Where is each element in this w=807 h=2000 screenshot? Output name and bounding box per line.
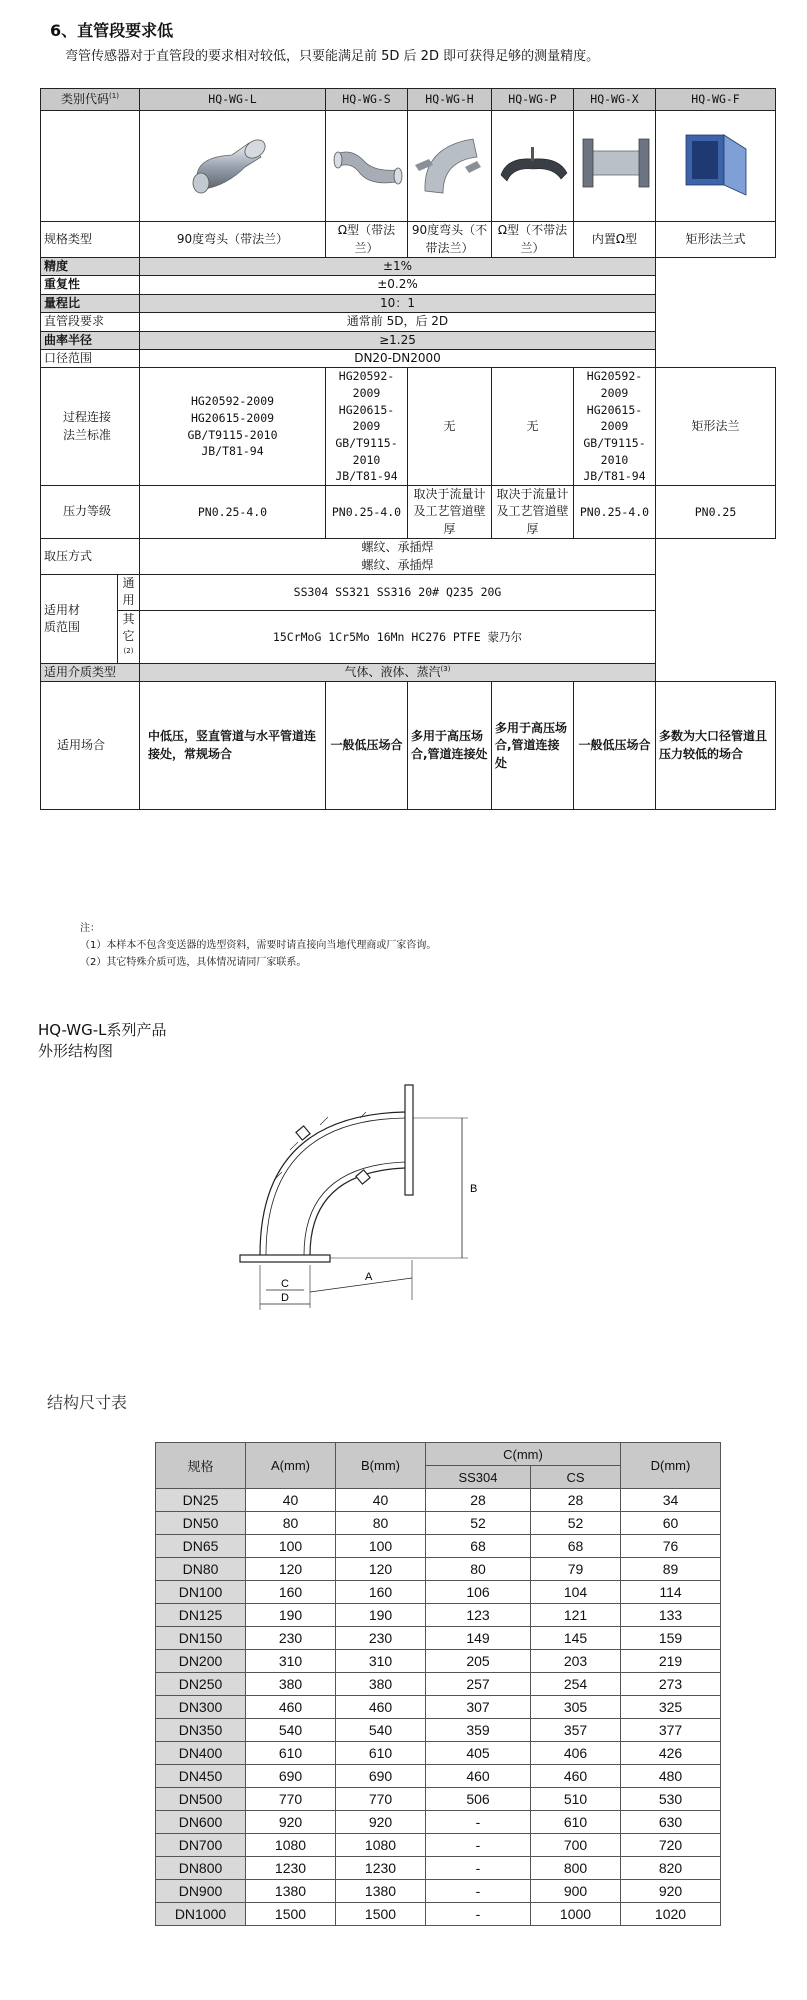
value-cell: 720 [621, 1834, 721, 1857]
value-cell: 149 [426, 1627, 531, 1650]
value-cell: 40 [246, 1489, 336, 1512]
dim-label-a: A [365, 1271, 373, 1283]
product-image-h [408, 111, 492, 222]
table-row [156, 1765, 721, 1788]
value-cell: 100 [336, 1535, 426, 1558]
model-code: HQ-WG-H [408, 89, 492, 111]
value-cell: 257 [426, 1673, 531, 1696]
value-cell: 1380 [336, 1880, 426, 1903]
value-cell: 230 [246, 1627, 336, 1650]
value-cell: 460 [246, 1696, 336, 1719]
value-cell: 34 [621, 1489, 721, 1512]
value-cell: 114 [621, 1581, 721, 1604]
table-row [156, 1604, 721, 1627]
spec-cell: DN25 [156, 1489, 246, 1512]
table-row [156, 1696, 721, 1719]
product-image-p [492, 111, 574, 222]
section-title: 6、直管段要求低 [50, 21, 174, 40]
spec-header-row [41, 89, 776, 111]
value-cell: 610 [336, 1742, 426, 1765]
elbow-no-flange-image [411, 127, 489, 199]
value-cell: 820 [621, 1857, 721, 1880]
value-cell: 205 [426, 1650, 531, 1673]
value-cell: 770 [336, 1788, 426, 1811]
product-image-x [574, 111, 656, 222]
value-cell: 380 [336, 1673, 426, 1696]
spec-cell: DN250 [156, 1673, 246, 1696]
table-row [156, 1811, 721, 1834]
value-cell: 1380 [246, 1880, 336, 1903]
value-cell: 510 [531, 1788, 621, 1811]
dimension-table: 规格 A(mm) B(mm) C(mm) D(mm) SS304 CS DN25 40 40 28 28 34 DN50 80 80 52 52 60 DN65 100 100 68 68 76 DN80 120 120 80 79 89 DN100 160 160 106 104 114 DN125 190 190 123 121 133 DN150 230 230 149 145 159 DN200 310 310 205 203 219 DN250 380 380 257 254 273 DN300 460 460 307 305 325 DN350 540 540 359 357 377 DN400 610 610 405 406 426 DN450 690 690 460 460 480 DN500 770 770 506 510 530 DN600 920 920 - 610 630 DN700 1080 1080 - 700 720 DN800 1230 1230 - 800 820 DN900 1380 1380 - 900 920 DN1000 1500 1500 - 1000 1020 [155, 1442, 721, 1926]
product-image-l [140, 111, 326, 222]
radius-row: 曲率半径 ≥1.25 [41, 331, 776, 349]
value-cell: 770 [246, 1788, 336, 1811]
value-cell: 123 [426, 1604, 531, 1627]
table-row [156, 1535, 721, 1558]
table-row [156, 1788, 721, 1811]
model-code: HQ-WG-P [492, 89, 574, 111]
value-cell: 100 [246, 1535, 336, 1558]
table-row [156, 1880, 721, 1903]
value-cell: 1500 [336, 1903, 426, 1926]
spec-cell: DN100 [156, 1581, 246, 1604]
table-row [156, 1857, 721, 1880]
value-cell: 325 [621, 1696, 721, 1719]
value-cell: 690 [246, 1765, 336, 1788]
spec-table [40, 88, 776, 810]
value-cell: 160 [246, 1581, 336, 1604]
value-cell: 506 [426, 1788, 531, 1811]
value-cell: 1020 [621, 1903, 721, 1926]
spec-cell: DN450 [156, 1765, 246, 1788]
value-cell: 920 [621, 1880, 721, 1903]
value-cell: 700 [531, 1834, 621, 1857]
spec-cell: DN700 [156, 1834, 246, 1857]
table-row [156, 1558, 721, 1581]
dim-label-c: C [281, 1278, 289, 1290]
value-cell: 121 [531, 1604, 621, 1627]
material-general-row: 适用材 质范围 通用 SS304 SS321 SS316 20# Q235 20G [41, 575, 776, 611]
spec-cell: DN200 [156, 1650, 246, 1673]
section-description: 弯管传感器对于直管段的要求相对较低，只要能满足前 5D 后 2D 即可获得足够的测量精度。 [65, 49, 600, 64]
omega-no-flange-image [495, 133, 573, 193]
model-code: HQ-WG-F [656, 89, 776, 111]
value-cell: 106 [426, 1581, 531, 1604]
value-cell: 159 [621, 1627, 721, 1650]
value-cell: 60 [621, 1512, 721, 1535]
occasion-row: 适用场合 中低压，竖直管道与水平管道连接处，常规场合 一般低压场合 多用于高压场合,管道连接处 多用于高压场合,管道连接处 一般低压场合 多数为大口径管道且压力较低的场合 [41, 682, 776, 810]
repeatability-row: 重复性 ±0.2% [41, 276, 776, 294]
value-cell: 52 [426, 1512, 531, 1535]
value-cell: - [426, 1880, 531, 1903]
value-cell: 68 [531, 1535, 621, 1558]
connection-row: 过程连接 法兰标准 HG20592-2009 HG20615-2009 GB/T9115-2010 JB/T81-94 HG20592-2009 HG20615-2009 GB/T9115-2010 JB/T81-94 无 无 HG20592-2009 HG20615-2009 GB/T9115-2010 JB/T81-94 矩形法兰 [41, 368, 776, 486]
table-row [156, 1627, 721, 1650]
value-cell: 76 [621, 1535, 721, 1558]
value-cell: 219 [621, 1650, 721, 1673]
product-image-s [326, 111, 408, 222]
value-cell: 460 [531, 1765, 621, 1788]
value-cell: 28 [426, 1489, 531, 1512]
value-cell: 28 [531, 1489, 621, 1512]
value-cell: 920 [246, 1811, 336, 1834]
value-cell: 377 [621, 1719, 721, 1742]
value-cell: 630 [621, 1811, 721, 1834]
header-label-cell: 类别代码$^{(1)}$ [41, 89, 140, 111]
value-cell: 480 [621, 1765, 721, 1788]
value-cell: 40 [336, 1489, 426, 1512]
spec-cell: DN65 [156, 1535, 246, 1558]
table-row [156, 1719, 721, 1742]
value-cell: 104 [531, 1581, 621, 1604]
elbow-flanged-image [187, 127, 279, 199]
spec-cell: DN300 [156, 1696, 246, 1719]
value-cell: 80 [336, 1512, 426, 1535]
value-cell: 190 [246, 1604, 336, 1627]
value-cell: 120 [246, 1558, 336, 1581]
value-cell: 133 [621, 1604, 721, 1627]
value-cell: 145 [531, 1627, 621, 1650]
value-cell: 1230 [246, 1857, 336, 1880]
value-cell: 160 [336, 1581, 426, 1604]
dim-label-d: D [281, 1292, 289, 1304]
value-cell: 405 [426, 1742, 531, 1765]
value-cell: 610 [531, 1811, 621, 1834]
value-cell: 310 [336, 1650, 426, 1673]
spec-cell: DN400 [156, 1742, 246, 1765]
elbow-outline-drawing [230, 1080, 490, 1310]
model-code: HQ-WG-S [326, 89, 408, 111]
value-cell: 307 [426, 1696, 531, 1719]
spec-cell: DN80 [156, 1558, 246, 1581]
value-cell: 426 [621, 1742, 721, 1765]
value-cell: 460 [336, 1696, 426, 1719]
value-cell: 1080 [336, 1834, 426, 1857]
omega-flanged-image [329, 130, 407, 196]
value-cell: 900 [531, 1880, 621, 1903]
value-cell: 540 [246, 1719, 336, 1742]
value-cell: 920 [336, 1811, 426, 1834]
spec-type-row: 规格类型 90度弯头（带法兰） Ω型（带法兰） 90度弯头（不带法兰） Ω型（不带法兰） 内置Ω型 矩形法兰式 [41, 222, 776, 258]
rectangular-duct-image [680, 123, 752, 203]
value-cell: 310 [246, 1650, 336, 1673]
accuracy-row: 精度 ±1% [41, 258, 776, 276]
value-cell: 540 [336, 1719, 426, 1742]
value-cell: 80 [246, 1512, 336, 1535]
value-cell: 79 [531, 1558, 621, 1581]
value-cell: 357 [531, 1719, 621, 1742]
table-row [156, 1581, 721, 1604]
value-cell: 610 [246, 1742, 336, 1765]
value-cell: 690 [336, 1765, 426, 1788]
spec-cell: DN900 [156, 1880, 246, 1903]
model-code: HQ-WG-X [574, 89, 656, 111]
range-row: 量程比 10：1 [41, 294, 776, 312]
straight-row: 直管段要求 通常前 5D，后 2D [41, 313, 776, 331]
table-row [156, 1834, 721, 1857]
spec-cell: DN1000 [156, 1903, 246, 1926]
spec-cell: DN150 [156, 1627, 246, 1650]
pressure-row: 压力等级 PN0.25-4.0 PN0.25-4.0 取决于流量计 及工艺管道壁厚 取决于流量计 及工艺管道壁厚 PN0.25-4.0 PN0.25 [41, 486, 776, 539]
spec-cell: DN125 [156, 1604, 246, 1627]
value-cell: 1080 [246, 1834, 336, 1857]
value-cell: 406 [531, 1742, 621, 1765]
value-cell: 305 [531, 1696, 621, 1719]
value-cell: 68 [426, 1535, 531, 1558]
value-cell: - [426, 1857, 531, 1880]
table-row [156, 1673, 721, 1696]
value-cell: 460 [426, 1765, 531, 1788]
value-cell: 89 [621, 1558, 721, 1581]
value-cell: 254 [531, 1673, 621, 1696]
inner-omega-pipe-image [577, 127, 655, 199]
value-cell: 1500 [246, 1903, 336, 1926]
value-cell: 1230 [336, 1857, 426, 1880]
value-cell: 273 [621, 1673, 721, 1696]
value-cell: - [426, 1903, 531, 1926]
notes: 注： （1）本样本不包含变送器的选型资料，需要时请直接向当地代理商或厂家咨询。 （2）其它特殊介质可选，具体情况请同厂家联系。 [80, 923, 437, 968]
model-code: HQ-WG-L [140, 89, 326, 111]
product-image-f [656, 111, 776, 222]
value-cell: 190 [336, 1604, 426, 1627]
tap-row: 取压方式 螺纹、承插焊 螺纹、承插焊 [41, 539, 776, 575]
spec-cell: DN800 [156, 1857, 246, 1880]
table-row [156, 1650, 721, 1673]
spec-cell: DN350 [156, 1719, 246, 1742]
value-cell: 80 [426, 1558, 531, 1581]
value-cell: 52 [531, 1512, 621, 1535]
value-cell: 380 [246, 1673, 336, 1696]
material-other-row: 其它$^{(2)}$ 15CrMoG 1Cr5Mo 16Mn HC276 PTFE 蒙乃尔 [41, 610, 776, 663]
value-cell: - [426, 1811, 531, 1834]
caliber-row: 口径范围 DN20-DN2000 [41, 349, 776, 367]
value-cell: 359 [426, 1719, 531, 1742]
spec-cell: DN500 [156, 1788, 246, 1811]
series-title: HQ-WG-L系列产品 外形结构图 [38, 1021, 167, 1060]
value-cell: 800 [531, 1857, 621, 1880]
spec-cell: DN600 [156, 1811, 246, 1834]
table-row [156, 1489, 721, 1512]
medium-row: 适用介质类型 气体、液体、蒸汽$^{(3)}$ [41, 663, 776, 681]
image-row [41, 111, 776, 222]
dim-table-title: 结构尺寸表 [47, 1393, 128, 1412]
value-cell: 203 [531, 1650, 621, 1673]
value-cell: 120 [336, 1558, 426, 1581]
table-row [156, 1742, 721, 1765]
table-row [156, 1512, 721, 1535]
value-cell: 230 [336, 1627, 426, 1650]
spec-cell: DN50 [156, 1512, 246, 1535]
value-cell: - [426, 1834, 531, 1857]
table-row [156, 1903, 721, 1926]
value-cell: 530 [621, 1788, 721, 1811]
value-cell: 1000 [531, 1903, 621, 1926]
dim-label-b: B [470, 1183, 478, 1195]
